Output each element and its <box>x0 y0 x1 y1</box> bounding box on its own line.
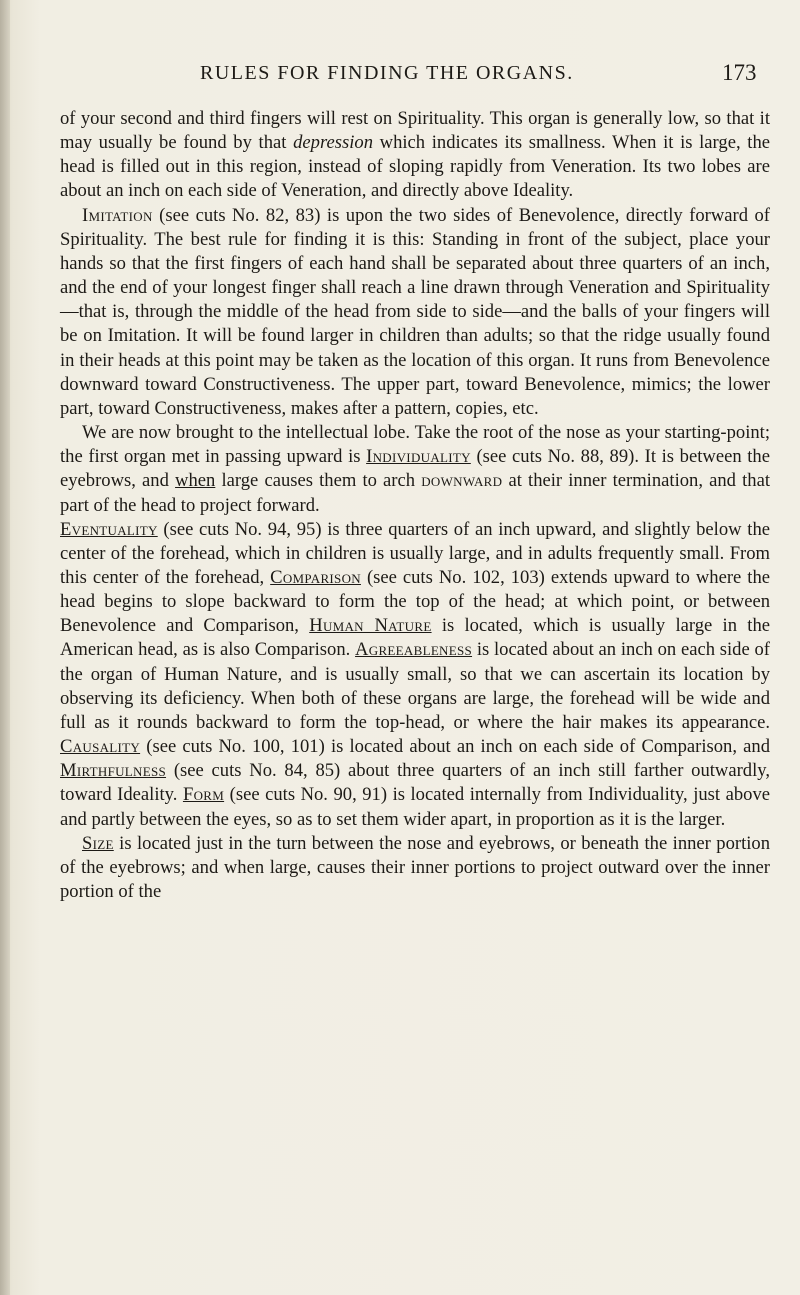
body-text-run: is located just in the turn between the nose and eyebrows, or beneath the inner portion of the eyebrows; and when large, causes their inner portions to project outward over the inner portion of the <box>60 832 770 902</box>
organ-name: Human Nature <box>309 615 432 637</box>
organ-name: Imitation <box>82 204 153 226</box>
body-text-run: large causes them to arch <box>215 470 422 492</box>
binding-edge <box>0 0 10 1295</box>
organ-name: Agreeableness <box>355 639 473 661</box>
underlined-word: when <box>175 470 216 492</box>
page-number: 173 <box>722 60 757 85</box>
body-text-run: which indicates its smallness. When it is large, the head is filled out in this region, instead of sloping rapidly from Veneration. Its two lobes are about an inch on each side of Veneration, and directly above Ideality. <box>60 132 770 202</box>
running-head <box>0 62 800 98</box>
organ-name: downward <box>421 470 503 492</box>
paragraph <box>60 832 770 904</box>
organ-name: Comparison <box>270 566 361 588</box>
paragraph <box>60 107 770 204</box>
body-text-run: (see cuts No. 88, 89). It is between the eyebrows, and <box>60 446 770 492</box>
body-text <box>60 107 770 904</box>
body-text-run: at their inner termination, and that part of the head to project forward. <box>60 470 770 516</box>
organ-name: Size <box>82 832 114 854</box>
body-text-run: We are now brought to the intellectual lobe. Take the root of the nose as your starting-point; the first organ met in passing upward is <box>60 422 770 468</box>
organ-name: Mirthfulness <box>60 760 167 782</box>
paragraph <box>60 518 770 832</box>
paragraph <box>60 421 770 518</box>
italic-term: depression <box>293 132 373 154</box>
organ-name: Causality <box>60 736 141 758</box>
body-text-run: is located about an inch on each side of the organ of Human Nature, and is usually small, so that we can ascertain its location by observing its deficiency. When both of these organs are large, the forehead will be wide and full as it rounds backward to form the top-head, or where the hair makes its appearance. <box>60 639 770 733</box>
body-text-run: of your second and third fingers will rest on Spirituality. This organ is generally low, so that it may usually be found by that <box>60 108 770 154</box>
organ-name: Form <box>182 784 225 806</box>
body-text-run: (see cuts No. 82, 83) is upon the two sides of Benevolence, directly forward of Spirituality. The best rule for finding it is this: Standing in front of the subject, place your hands so that the first fingers of each hand shall be separated about three quarters of an inch, and the end of your longest finger shall reach a line drawn through Veneration and Spirituality—that is, through the middle of the head from side to side—and the balls of your fingers will be on Imitation. It will be found larger in children than adults; so that the ridge usually found in their heads at this point may be taken as the location of this organ. It runs from Benevolence downward toward Constructiveness. The upper part, toward Benevolence, mimics; the lower part, toward Constructiveness, makes after a pattern, copies, etc. <box>60 204 770 419</box>
body-text-run: (see cuts No. 100, 101) is located about an inch on each side of Comparison, and <box>140 736 770 758</box>
body-text-run: (see cuts No. 102, 103) extends upward to where the head begins to slope backward to form the top of the head; at which point, or between Benevolence and Comparison, <box>60 566 770 637</box>
body-text-run: (see cuts No. 84, 85) about three quarters of an inch still farther outwardly, toward Ideality. <box>60 760 770 806</box>
body-text-run: (see cuts No. 94, 95) is three quarters of an inch upward, and slightly below the center of the forehead, which in children is usually large, and in adults frequently small. From this center of the forehead, <box>60 518 770 588</box>
body-text-run: (see cuts No. 90, 91) is located internally from Individuality, just above and partly between the eyes, so as to set them wider apart, in proportion as it is the larger. <box>60 784 770 830</box>
paragraph <box>60 204 770 421</box>
organ-name: Individuality <box>366 446 471 468</box>
running-title: RULES FOR FINDING THE ORGANS. <box>200 62 574 84</box>
body-text-run: is located, which is usually large in the American head, as is also Comparison. <box>60 615 770 661</box>
organ-name: Eventuality <box>60 518 158 540</box>
